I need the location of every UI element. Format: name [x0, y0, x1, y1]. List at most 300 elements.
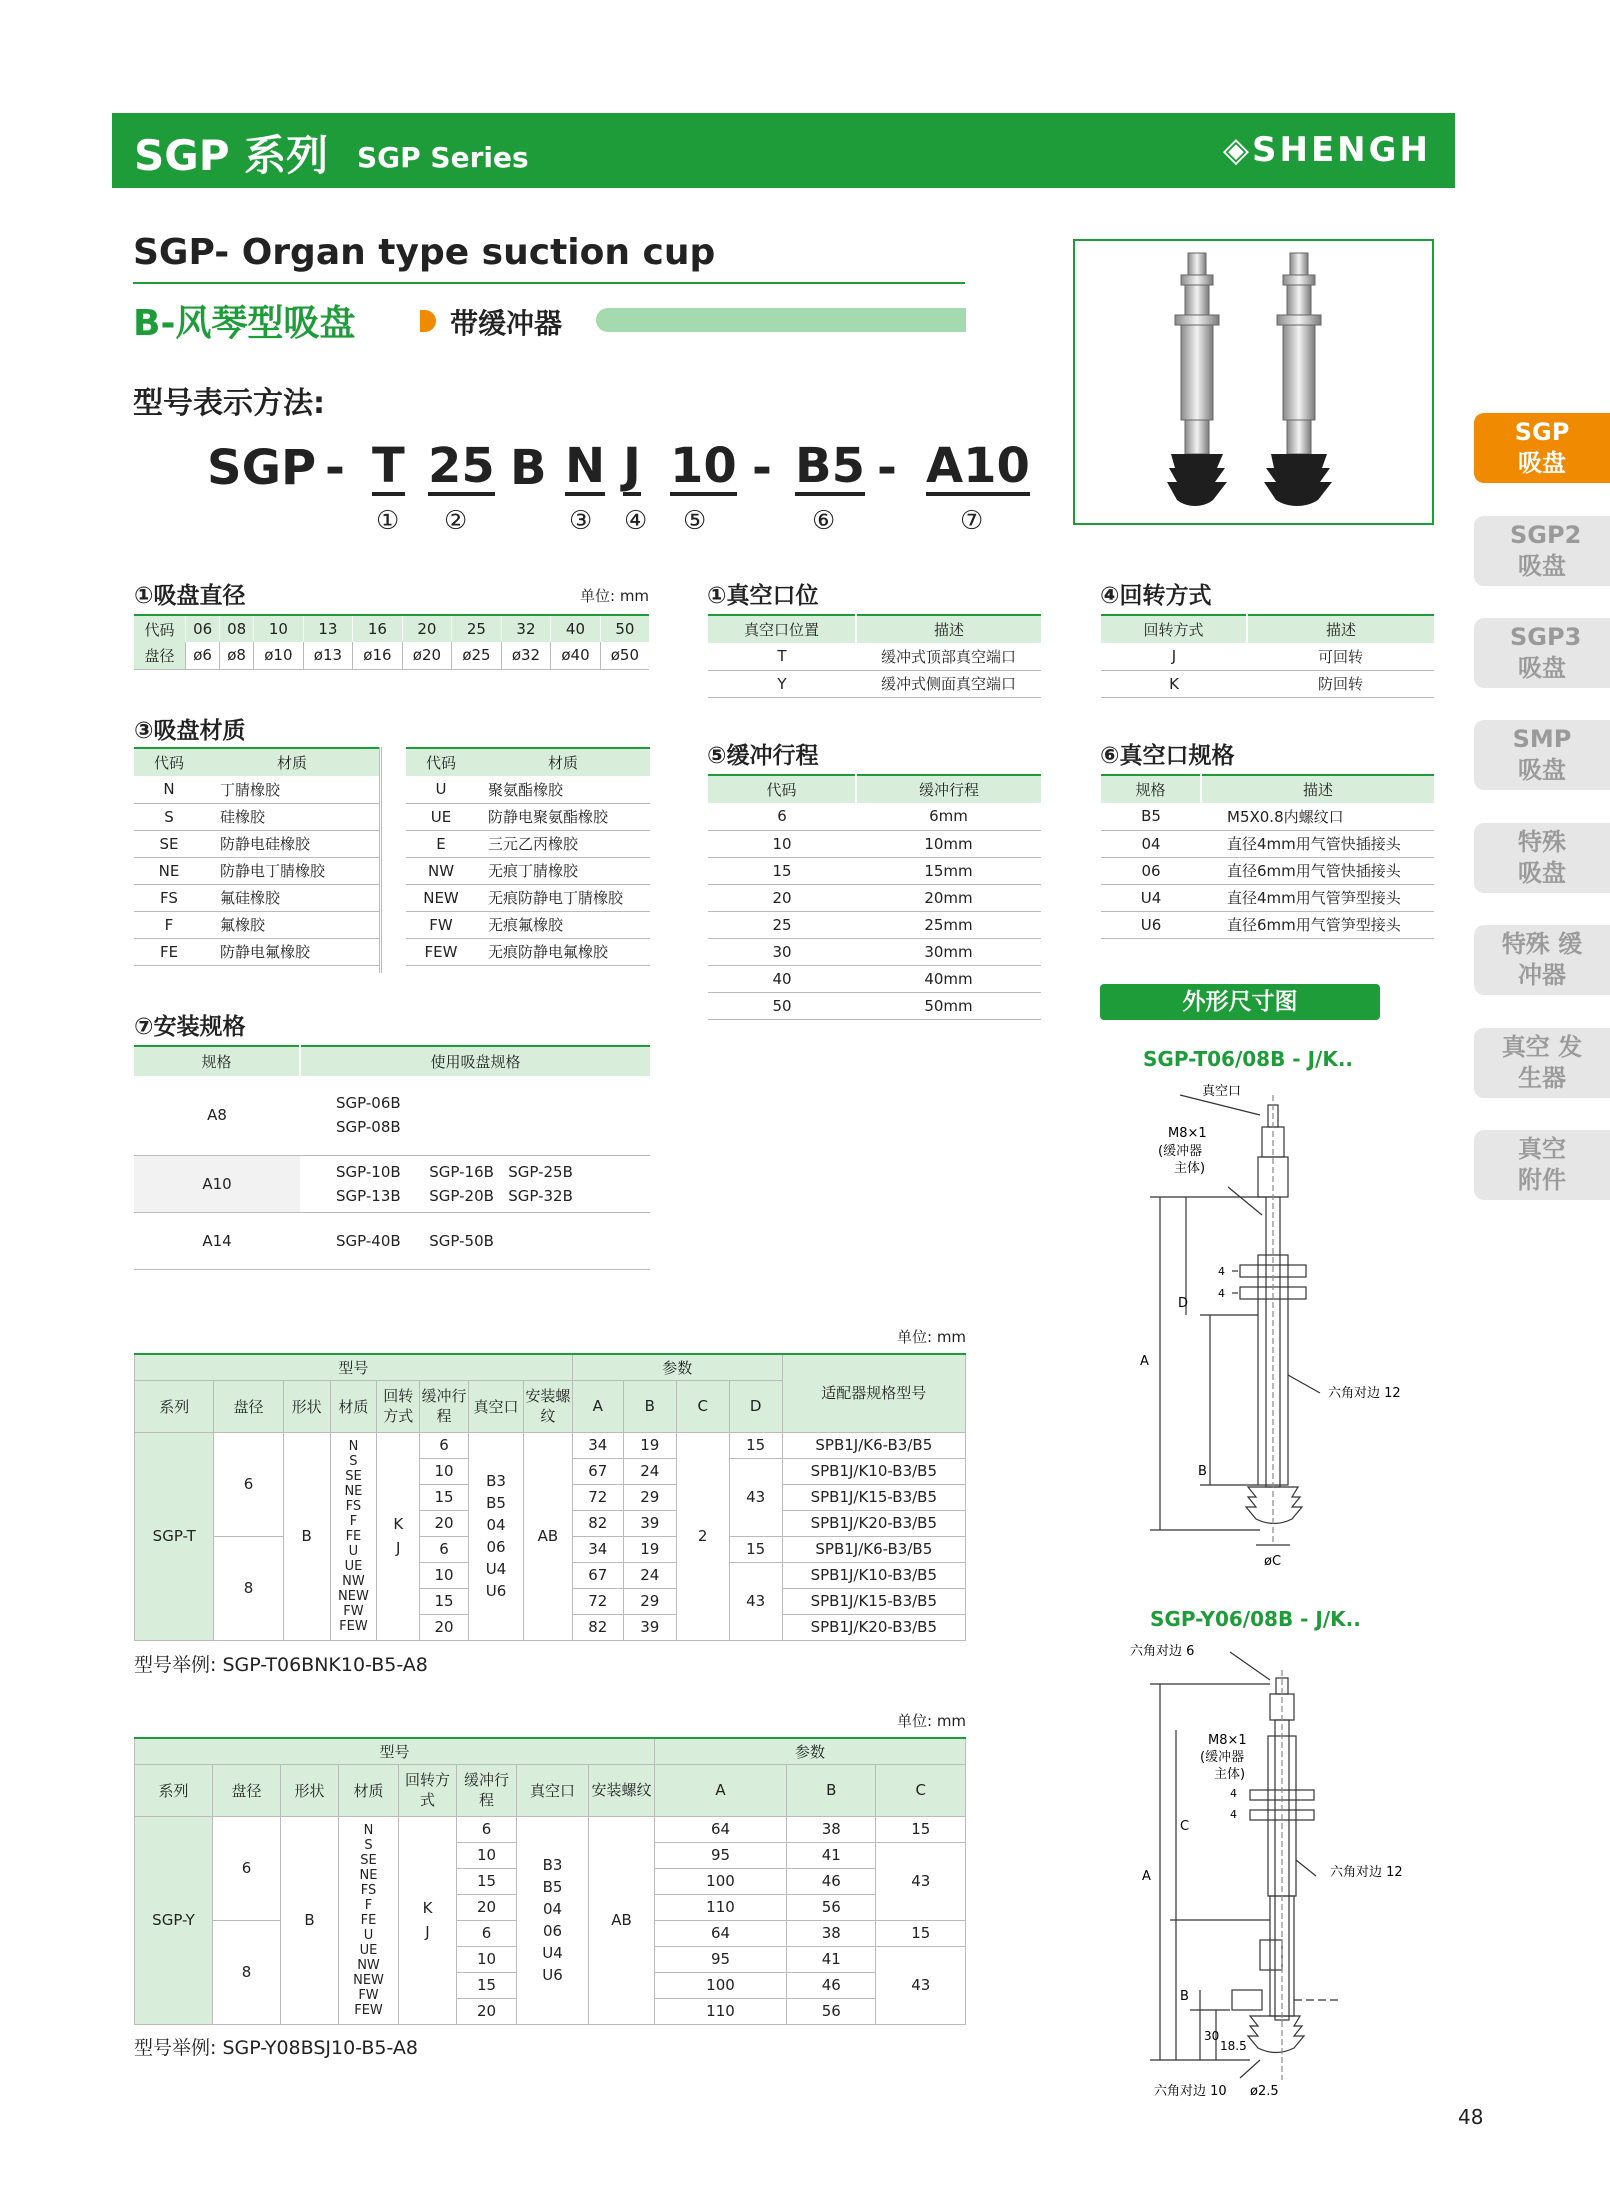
table-row — [1101, 803, 1434, 830]
table-cell: E — [406, 830, 476, 857]
position-mark: ① — [376, 506, 400, 536]
mount-line: SGP-08B — [336, 1118, 401, 1137]
table-cell: 40 — [708, 965, 856, 992]
table-header: 形状 — [281, 1764, 339, 1816]
table-cell: 20 — [420, 1510, 469, 1536]
table-header: 安装螺纹 — [523, 1380, 572, 1432]
table-t-unit: 单位: mm — [897, 1328, 967, 1346]
drawing-label: 18.5 — [1220, 2039, 1247, 2053]
table-cell: 6 — [420, 1536, 469, 1562]
code-part: - — [325, 440, 345, 496]
table-cell: ø16 — [353, 642, 403, 669]
table-cell: 43 — [729, 1562, 782, 1640]
code-part: T — [372, 438, 405, 494]
table-cell: B — [283, 1432, 330, 1640]
drawing-label: 六角对边 12 — [1328, 1386, 1401, 1401]
table-cell: 29 — [623, 1484, 676, 1510]
table-cell: 19 — [623, 1432, 676, 1458]
table-cell: 40mm — [856, 965, 1041, 992]
table-cell: S — [134, 803, 204, 830]
table-header: 回转方式 — [1101, 615, 1247, 643]
table-cell: 20 — [457, 1998, 517, 2024]
table-cell: 82 — [572, 1614, 623, 1640]
rotate-table — [1101, 614, 1434, 698]
dia-unit: 单位: mm — [580, 587, 650, 605]
table-header: 材质 — [476, 748, 650, 776]
table-cell: 硅橡胶 — [204, 803, 380, 830]
drawing-label: 4 — [1218, 1265, 1225, 1278]
table-header: 回转方式 — [377, 1380, 420, 1432]
table-cell: 20 — [457, 1894, 517, 1920]
mount-title: ⑦安装规格 — [134, 1014, 246, 1040]
table-row — [1101, 857, 1434, 884]
table-row — [134, 803, 380, 830]
code-part: J — [623, 438, 641, 494]
side-tab-vacuum-generator[interactable]: 真空 发生器 — [1474, 1028, 1610, 1098]
table-header: 代码 — [134, 615, 186, 642]
table-cell: 34 — [572, 1536, 623, 1562]
table-cell: FS — [134, 884, 204, 911]
table-cell: 95 — [655, 1842, 787, 1868]
table-row — [708, 965, 1041, 992]
brand-logo: ◈SHENGH — [1222, 130, 1431, 170]
table-cell: 04 — [1101, 830, 1201, 857]
table-cell: ø25 — [452, 642, 502, 669]
drawing-label: B — [1198, 1464, 1207, 1479]
table-cell: 72 — [572, 1484, 623, 1510]
table-row — [134, 1046, 650, 1076]
table-row — [1101, 830, 1434, 857]
table-header: 使用吸盘规格 — [430, 1053, 521, 1071]
table-cell: 25 — [452, 615, 502, 642]
drawing-label: (缓冲器 — [1200, 1750, 1245, 1765]
drawing-label: M8×1 — [1208, 1733, 1247, 1748]
table-cell: 43 — [729, 1458, 782, 1536]
table-cell: B5 — [1101, 803, 1201, 830]
mount-line: SGP-10B SGP-16B SGP-25B — [336, 1162, 573, 1181]
table-row — [406, 857, 650, 884]
table-cell: 6 — [457, 1816, 517, 1842]
table-row — [134, 748, 380, 776]
table-cell: ø8 — [220, 642, 254, 669]
table-cell: 110 — [655, 1894, 787, 1920]
vport-table — [1101, 774, 1434, 939]
drawing-label: 4 — [1230, 1787, 1237, 1800]
cup-image-left — [1167, 253, 1227, 506]
table-cell: 24 — [623, 1458, 676, 1484]
table-cell: SPB1J/K15-B3/B5 — [782, 1484, 965, 1510]
tag-marker-icon — [420, 310, 436, 332]
table-cell: ø50 — [610, 646, 639, 665]
table-cell: 15 — [457, 1868, 517, 1894]
drawing-label: 主体) — [1174, 1161, 1206, 1176]
position-mark: ⑤ — [683, 506, 707, 536]
table-cell: 丁腈橡胶 — [204, 776, 380, 803]
table-cell: 100 — [655, 1972, 787, 1998]
example-y: 型号举例: SGP-Y08BSJ10-B5-A8 — [134, 2037, 419, 2059]
table-cell: ø6 — [186, 642, 220, 669]
table-cell: SGP-Y — [135, 1816, 213, 2024]
table-header: 材质 — [330, 1380, 377, 1432]
table-header: 型号 — [135, 1738, 655, 1764]
table-row — [406, 748, 650, 776]
table-cell: 20mm — [856, 884, 1041, 911]
table-cell: ø20 — [402, 642, 452, 669]
table-header: 缓冲行程 — [457, 1764, 517, 1816]
table-cell: 43 — [876, 1946, 966, 2024]
side-tab-sgp3[interactable]: SGP3 吸盘 — [1474, 618, 1610, 688]
table-cell: N — [134, 776, 204, 803]
stroke-table — [708, 774, 1041, 1020]
table-row — [135, 1354, 966, 1380]
table-cell: U4 — [1101, 884, 1201, 911]
table-header: 真空口位置 — [708, 615, 856, 643]
stroke-title: ⑤缓冲行程 — [707, 743, 819, 769]
table-cell: 直径4mm用气管笋型接头 — [1201, 884, 1434, 911]
table-cell: 82 — [572, 1510, 623, 1536]
example-t: 型号举例: SGP-T06BNK10-B5-A8 — [134, 1654, 428, 1676]
table-cell: 06 — [186, 615, 220, 642]
table-header: 型号 — [135, 1354, 573, 1380]
column-divider — [379, 747, 382, 973]
mount-line: SGP-40B SGP-50B — [336, 1231, 494, 1250]
vport-title: ⑥真空口规格 — [1100, 743, 1235, 769]
code-part: A10 — [926, 438, 1030, 494]
table-cell: F — [134, 911, 204, 938]
table-cell: 32 — [501, 615, 551, 642]
table-cell: 6 — [457, 1920, 517, 1946]
table-cell: SPB1J/K10-B3/B5 — [782, 1458, 965, 1484]
tag-bar — [596, 308, 966, 332]
table-cell: 15 — [876, 1920, 966, 1946]
drawing-label: D — [1178, 1296, 1189, 1311]
table-cell: 16 — [353, 615, 403, 642]
table-cell: 38 — [787, 1816, 876, 1842]
code-part: B — [510, 440, 547, 496]
table-row — [708, 992, 1041, 1019]
table-row — [708, 643, 1041, 670]
code-part: B5 — [795, 438, 865, 494]
material-table-right — [406, 747, 650, 966]
code-part: - — [752, 440, 772, 496]
table-cell: 直径6mm用气管笋型接头 — [1201, 911, 1434, 938]
diameter-table — [134, 614, 649, 670]
table-cell: 41 — [787, 1946, 876, 1972]
table-header: 描述 — [856, 615, 1041, 643]
table-cell: SPB1J/K6-B3/B5 — [782, 1432, 965, 1458]
title-rule — [133, 282, 965, 284]
table-cell: 可回转 — [1247, 643, 1434, 670]
table-row — [708, 803, 1041, 830]
table-cell: 95 — [655, 1946, 787, 1972]
drawing-label: 4 — [1218, 1287, 1225, 1300]
table-row — [708, 938, 1041, 965]
spec-table-y — [134, 1737, 966, 2025]
table-cell: FW — [406, 911, 476, 938]
table-row — [708, 911, 1041, 938]
table-cell: SPB1J/K20-B3/B5 — [782, 1614, 965, 1640]
table-cell: 50 — [615, 620, 635, 638]
code-part: 25 — [428, 438, 495, 494]
table-row — [134, 615, 649, 642]
table-cell: 10 — [457, 1842, 517, 1868]
banner-title: SGP 系列 — [134, 131, 329, 180]
table-cell: 15 — [729, 1432, 782, 1458]
chinese-title: B-风琴型吸盘 — [133, 303, 356, 344]
drawing-label: ø2.5 — [1250, 2084, 1279, 2099]
side-tab-smp[interactable]: SMP 吸盘 — [1474, 720, 1610, 790]
table-row — [134, 642, 649, 669]
table-cell: 15 — [708, 857, 856, 884]
table-cell: AB — [589, 1816, 655, 2024]
drawing-label: A — [1140, 1354, 1149, 1369]
table-header: 材质 — [339, 1764, 399, 1816]
table-header: 缓冲行程 — [420, 1380, 469, 1432]
table-header: 规格 — [1101, 775, 1201, 803]
table-row — [1101, 775, 1434, 803]
table-header: 代码 — [134, 748, 204, 776]
table-cell: ø10 — [254, 642, 304, 669]
drawing-title-y: SGP-Y06/08B - J/K.. — [1150, 1607, 1361, 1631]
table-cell: 39 — [623, 1614, 676, 1640]
table-row — [708, 857, 1041, 884]
table-cell: K J — [399, 1816, 457, 2024]
table-cell: M5X0.8内螺纹口 — [1201, 803, 1434, 830]
code-part: 10 — [670, 438, 737, 494]
table-cell: SE — [134, 830, 204, 857]
table-header: 规格 — [134, 1046, 300, 1076]
table-cell: 防静电丁腈橡胶 — [204, 857, 380, 884]
table-row — [134, 938, 380, 965]
table-row — [708, 615, 1041, 643]
table-cell: A10 — [202, 1174, 232, 1193]
table-header: 参数 — [655, 1738, 966, 1764]
table-header: 盘径 — [134, 642, 186, 669]
table-cell: 氟硅橡胶 — [204, 884, 380, 911]
table-cell: 08 — [220, 615, 254, 642]
table-cell: 无痕氟橡胶 — [476, 911, 650, 938]
table-header: 材质 — [204, 748, 380, 776]
table-header: 安装螺纹 — [589, 1764, 655, 1816]
table-cell: 110 — [655, 1998, 787, 2024]
table-cell: U6 — [1101, 911, 1201, 938]
table-cell: 6mm — [856, 803, 1041, 830]
table-cell: N S SE NE FS F FE U UE NW NEW FW FEW — [330, 1432, 377, 1640]
table-row — [135, 1432, 966, 1458]
table-cell: 41 — [787, 1842, 876, 1868]
table-cell: SPB1J/K20-B3/B5 — [782, 1510, 965, 1536]
side-tab-sgp[interactable]: SGP 吸盘 — [1474, 413, 1610, 483]
table-y-unit: 单位: mm — [897, 1712, 967, 1730]
table-cell: AB — [523, 1432, 572, 1640]
code-part: - — [877, 440, 897, 496]
dimension-drawing-button[interactable]: 外形尺寸图 — [1100, 984, 1380, 1020]
table-cell: 10 — [420, 1562, 469, 1588]
table-row — [134, 1212, 650, 1269]
table-cell: Y — [708, 670, 856, 697]
table-cell: 20 — [708, 884, 856, 911]
drawing-label: 六角对边 12 — [1330, 1865, 1403, 1880]
table-cell: 15 — [729, 1536, 782, 1562]
spec-table-t — [134, 1353, 966, 1641]
table-cell: 10 — [457, 1946, 517, 1972]
table-cell: 40 — [551, 615, 601, 642]
table-cell: 50mm — [856, 992, 1041, 1019]
port-title: ①真空口位 — [707, 583, 819, 609]
drawing-label: 六角对边 6 — [1130, 1644, 1195, 1659]
table-cell: 06 — [1101, 857, 1201, 884]
table-header: 代码 — [406, 748, 476, 776]
drawing-label: A — [1142, 1869, 1151, 1884]
code-part: N — [565, 438, 606, 494]
drawing-label: (缓冲器 — [1158, 1144, 1203, 1159]
table-row — [1101, 884, 1434, 911]
table-cell: 67 — [572, 1562, 623, 1588]
table-cell: 防静电氟橡胶 — [204, 938, 380, 965]
model-heading: 型号表示方法: — [133, 386, 325, 421]
table-row — [135, 1738, 966, 1764]
table-header: 盘径 — [214, 1380, 283, 1432]
table-cell: 6 — [420, 1432, 469, 1458]
table-row — [406, 938, 650, 965]
table-row — [134, 830, 380, 857]
side-tab-special-buffer[interactable]: 特殊 缓冲器 — [1474, 925, 1610, 995]
drawing-label: M8×1 — [1168, 1126, 1207, 1141]
drawing-label: C — [1180, 1819, 1190, 1834]
table-row — [134, 857, 380, 884]
table-header: 参数 — [572, 1354, 782, 1380]
table-cell: 直径6mm用气管快插接头 — [1201, 857, 1434, 884]
drawing-label: øC — [1264, 1554, 1282, 1569]
table-row — [406, 911, 650, 938]
table-cell: B3 B5 04 06 U4 U6 — [517, 1816, 589, 2024]
table-cell: 72 — [572, 1588, 623, 1614]
table-row — [135, 1764, 966, 1816]
table-cell: 13 — [303, 615, 353, 642]
table-cell: SPB1J/K10-B3/B5 — [782, 1562, 965, 1588]
table-cell: 39 — [623, 1510, 676, 1536]
table-cell: 25 — [708, 911, 856, 938]
table-cell: 67 — [572, 1458, 623, 1484]
product-photo — [1073, 239, 1434, 525]
table-header: 回转方式 — [399, 1764, 457, 1816]
table-header: A — [655, 1764, 787, 1816]
table-header: B — [787, 1764, 876, 1816]
table-cell: ø32 — [501, 642, 551, 669]
banner-subtitle: SGP Series — [357, 141, 529, 174]
cup-image-right — [1264, 253, 1332, 506]
table-cell: 46 — [787, 1868, 876, 1894]
tag-text: 带缓冲器 — [450, 307, 563, 340]
table-row — [134, 1155, 650, 1212]
table-cell: 防静电聚氨酯橡胶 — [476, 803, 650, 830]
table-cell: A8 — [134, 1076, 300, 1155]
table-row — [708, 830, 1041, 857]
table-cell: 聚氨酯橡胶 — [476, 776, 650, 803]
table-cell: SGP-T — [135, 1432, 214, 1640]
table-header: 描述 — [1247, 615, 1434, 643]
position-mark: ⑥ — [812, 506, 836, 536]
position-mark: ④ — [624, 506, 648, 536]
table-cell: 19 — [623, 1536, 676, 1562]
side-tab-special-cup[interactable]: 特殊 吸盘 — [1474, 823, 1610, 893]
table-cell: 43 — [876, 1842, 966, 1920]
table-row — [406, 803, 650, 830]
table-cell: 15mm — [856, 857, 1041, 884]
table-cell: 6 — [213, 1816, 281, 1920]
drawing-y — [1120, 1640, 1420, 2110]
side-tab-vacuum-accessory[interactable]: 真空 附件 — [1474, 1130, 1610, 1200]
table-cell: N S SE NE FS F FE U UE NW NEW FW FEW — [339, 1816, 399, 2024]
table-cell: 20 — [402, 615, 452, 642]
table-cell: K — [1101, 670, 1247, 697]
table-cell: NW — [406, 857, 476, 884]
table-cell: 56 — [787, 1998, 876, 2024]
table-header: 代码 — [708, 775, 856, 803]
code-part: SGP — [207, 440, 317, 496]
table-cell: NEW — [406, 884, 476, 911]
table-cell: 8 — [213, 1920, 281, 2024]
table-row — [406, 884, 650, 911]
table-row — [1101, 911, 1434, 938]
header-banner — [112, 113, 1455, 188]
position-mark: ⑦ — [960, 506, 984, 536]
table-cell: 50 — [708, 992, 856, 1019]
table-header: 系列 — [135, 1380, 214, 1432]
table-cell: 6 — [214, 1432, 283, 1536]
mount-line: SGP-13B SGP-20B SGP-32B — [336, 1186, 573, 1205]
table-cell: 10 — [254, 615, 304, 642]
table-cell: FEW — [406, 938, 476, 965]
drawing-label: 4 — [1230, 1808, 1237, 1821]
material-table-left — [134, 747, 380, 966]
side-tab-sgp2[interactable]: SGP2 吸盘 — [1474, 516, 1610, 586]
table-header: 适配器规格型号 — [782, 1354, 965, 1432]
table-row — [1101, 615, 1434, 643]
table-cell: 10mm — [856, 830, 1041, 857]
material-title: ③吸盘材质 — [134, 718, 246, 744]
table-header: A — [572, 1380, 623, 1432]
table-row — [134, 884, 380, 911]
table-cell: 10 — [708, 830, 856, 857]
table-header: 缓冲行程 — [856, 775, 1041, 803]
drawing-title-t: SGP-T06/08B - J/K.. — [1143, 1047, 1354, 1071]
table-header: 形状 — [283, 1380, 330, 1432]
table-row — [406, 830, 650, 857]
table-header: C — [876, 1764, 966, 1816]
table-cell: ø13 — [303, 642, 353, 669]
table-cell: 15 — [876, 1816, 966, 1842]
table-cell: U — [406, 776, 476, 803]
table-cell: 56 — [787, 1894, 876, 1920]
table-row — [134, 911, 380, 938]
table-cell: B3 B5 04 06 U4 U6 — [469, 1432, 524, 1640]
port-table — [708, 614, 1041, 698]
table-cell: 2 — [676, 1432, 729, 1640]
table-header: D — [729, 1380, 782, 1432]
table-cell: FE — [134, 938, 204, 965]
dia-title: ①吸盘直径 — [134, 583, 246, 609]
table-cell: B — [281, 1816, 339, 2024]
table-cell: 缓冲式顶部真空端口 — [856, 643, 1041, 670]
table-cell: 24 — [623, 1562, 676, 1588]
table-header: B — [623, 1380, 676, 1432]
table-row — [1101, 643, 1434, 670]
mount-line: SGP-06B — [336, 1094, 401, 1113]
table-cell: K J — [377, 1432, 420, 1640]
table-cell: 64 — [655, 1920, 787, 1946]
table-cell: 6 — [708, 803, 856, 830]
